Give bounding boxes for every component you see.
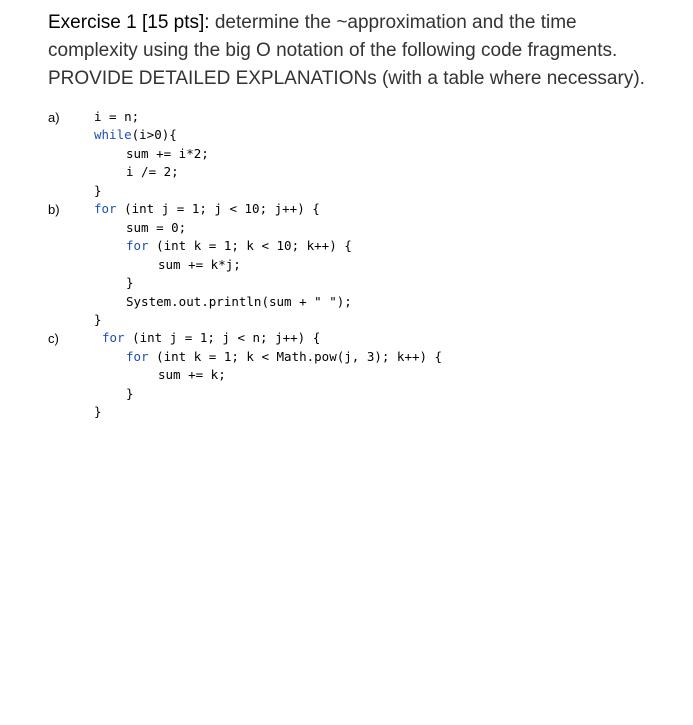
code-line: }: [94, 404, 102, 419]
exercise-label: Exercise 1 [15 pts]:: [48, 12, 210, 33]
code-line: }: [94, 183, 102, 198]
code-line: sum += k*j;: [158, 257, 241, 272]
exercise-heading: [48, 9, 668, 93]
code-keyword: for: [102, 330, 125, 345]
code-line: [94, 126, 177, 144]
code-keyword: while: [94, 127, 132, 142]
code-line: }: [126, 386, 134, 401]
code-line: sum += k;: [158, 367, 226, 382]
code-text: (int j = 1; j < 10; j++) {: [116, 201, 320, 216]
code-line: System.out.println(sum + " ");: [126, 294, 352, 309]
code-line: [102, 329, 320, 347]
code-line: }: [126, 275, 134, 290]
code-text: (int j = 1; j < n; j++) {: [124, 330, 321, 345]
code-keyword: for: [126, 238, 149, 253]
code-line: [94, 200, 320, 218]
code-line: sum += i*2;: [126, 146, 209, 161]
part-b-label: b): [48, 202, 60, 217]
part-a-label: a): [48, 110, 60, 125]
exercise-instructions: determine the ~approximation and the time complexity using the big O notation of the following code fragments. PROVIDE DETAILED EXPLANATIONs (with a table where necessary).: [48, 12, 645, 89]
code-line: [126, 348, 442, 366]
code-line: [126, 237, 352, 255]
code-text: (i>0){: [131, 127, 177, 142]
code-text: (int k = 1; k < Math.pow(j, 3); k++) {: [148, 349, 443, 364]
code-line: i /= 2;: [126, 164, 179, 179]
code-line: i = n;: [94, 109, 140, 124]
code-line: sum = 0;: [126, 220, 187, 235]
code-keyword: for: [94, 201, 117, 216]
code-line: }: [94, 312, 102, 327]
part-c-label: c): [48, 331, 59, 346]
code-text: (int k = 1; k < 10; k++) {: [148, 238, 352, 253]
code-keyword: for: [126, 349, 149, 364]
